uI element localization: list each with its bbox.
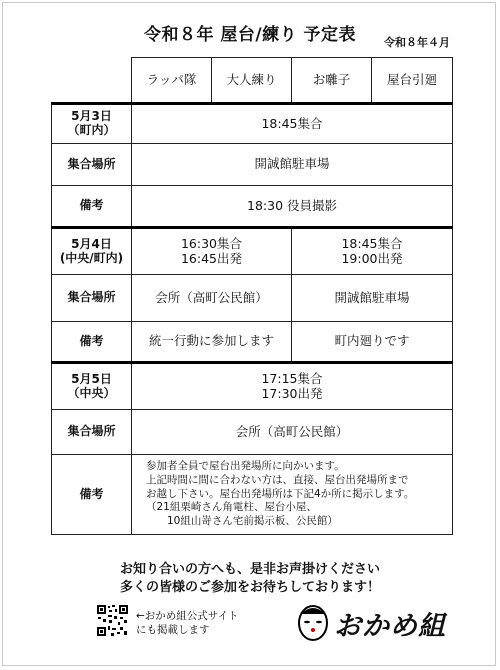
day3-time-row — [52, 363, 453, 410]
day3-date: 5月5日 — [71, 371, 112, 386]
day3-departure: 17:30出発 — [261, 385, 323, 401]
day3-note-line: 10組山嵜さん宅前掲示板、公民館） — [146, 515, 338, 528]
day3-area: （中央） — [67, 385, 116, 400]
day3-assembly: 17:15集合 — [261, 371, 323, 387]
day3-notes-row — [52, 455, 453, 535]
page-title: 令和８年 屋台/練り 予定表 — [143, 25, 357, 45]
day2-right-assembly: 18:45集合 — [341, 236, 403, 252]
day3-note-line: （21組栗崎さん角電柱、屋台小屋、 — [146, 501, 317, 514]
day1-place-label: 集合場所 — [52, 144, 132, 186]
col-header-yatai: 屋台引廻 — [372, 58, 453, 104]
day2-right-departure: 19:00出発 — [341, 250, 403, 266]
day2-time-row — [52, 228, 453, 275]
day1-place-row — [52, 144, 453, 186]
col-header-trumpet: ラッパ隊 — [132, 58, 212, 104]
day1-notes-row — [52, 186, 453, 228]
day1-area: （町内） — [67, 123, 116, 137]
day2-right-time — [292, 228, 453, 275]
day3-note-line: 参加者全員で屋台出発場所に向かいます。 — [146, 459, 345, 472]
day2-left-notes: 統一行動に参加します — [132, 322, 292, 363]
day1-place: 開誠館駐車場 — [132, 144, 453, 186]
day2-label — [52, 228, 132, 275]
site-caption — [136, 610, 239, 637]
day2-place-label: 集合場所 — [52, 275, 132, 322]
day1-date: 5月3日 — [71, 109, 112, 124]
day1-time: 18:45集合 — [132, 104, 453, 144]
day2-right-notes: 町内廻りです — [292, 322, 453, 363]
day2-left-departure: 16:45出発 — [180, 250, 243, 266]
okame-mask-icon — [296, 602, 330, 642]
site-caption-line2: にも掲載します — [136, 623, 210, 636]
day2-left-time — [132, 228, 292, 275]
site-caption-line1: ←おかめ組公式サイト — [136, 610, 239, 622]
header-row — [52, 58, 453, 104]
day2-right-place: 開誠館駐車場 — [292, 275, 453, 322]
schedule-table — [51, 57, 453, 535]
day1-time-row — [52, 104, 453, 144]
day3-place-row — [52, 410, 453, 455]
day2-area: (中央/町内) — [59, 250, 124, 265]
logo-text: おかめ組 — [334, 611, 446, 642]
footer-line2: 多くの皆様のご参加をお待ちしております！ — [119, 579, 380, 595]
day2-left-assembly: 16:30集合 — [180, 236, 243, 252]
day2-place-row — [52, 275, 453, 322]
day2-notes-label: 備考 — [52, 322, 132, 363]
col-header-adult-neri: 大人練り — [212, 58, 292, 104]
issue-date: 令和８年４月 — [384, 36, 450, 49]
footer-line1: お知り合いの方へも、是非お声掛けください — [119, 562, 380, 577]
day1-notes: 18:30 役員撮影 — [132, 186, 453, 228]
day2-left-place: 会所（高町公民館） — [132, 275, 292, 322]
day2-date: 5月4日 — [71, 236, 112, 251]
day1-label — [52, 104, 132, 144]
day3-place-label: 集合場所 — [52, 410, 132, 455]
footer-message — [0, 561, 500, 596]
col-header-ohayashi: お囃子 — [292, 58, 372, 104]
day1-notes-label: 備考 — [52, 186, 132, 228]
day3-note-line: 上記時間に間に合わない方は、直接、屋台出発場所まで — [146, 473, 409, 486]
header-corner — [52, 58, 132, 104]
day3-notes-label: 備考 — [52, 455, 132, 535]
day3-place: 会所（高町公民館） — [132, 410, 453, 455]
qr-code-icon[interactable] — [96, 604, 129, 637]
day3-note-line: お越し下さい。屋台出発場所は下記4か所に掲示します。 — [146, 487, 415, 500]
day3-label — [52, 363, 132, 410]
day2-notes-row — [52, 322, 453, 363]
day3-notes — [132, 455, 453, 535]
day3-time — [132, 363, 453, 410]
